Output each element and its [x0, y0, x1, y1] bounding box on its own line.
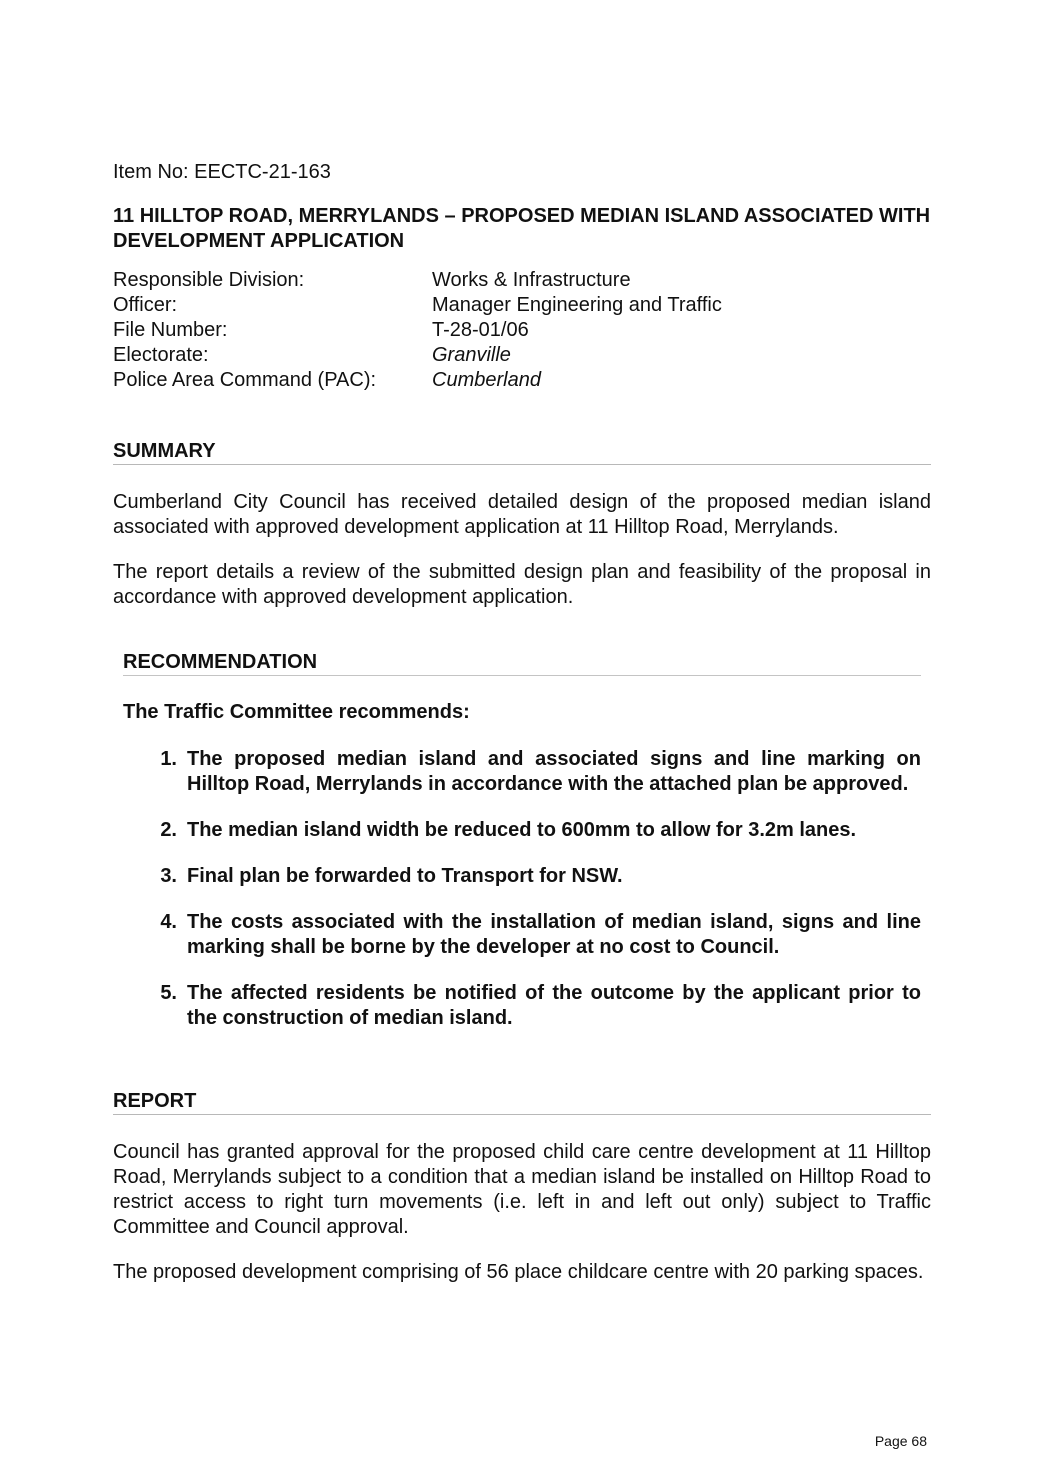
- meta-value-officer: Manager Engineering and Traffic: [432, 294, 722, 316]
- meta-value-pac: Cumberland: [432, 369, 541, 391]
- recommendation-section: [123, 650, 921, 1031]
- list-item: [123, 981, 921, 1031]
- meta-label-file-number: File Number:: [113, 319, 228, 341]
- meta-value-division: Works & Infrastructure: [432, 269, 631, 291]
- page-number: Page 68: [874, 1433, 927, 1449]
- list-item: [123, 818, 921, 843]
- list-item-number: 5.: [160, 982, 177, 1004]
- list-item-text: Final plan be forwarded to Transport for NSW.: [187, 865, 623, 887]
- meta-value-electorate: Granville: [432, 344, 511, 366]
- summary-paragraph-1: Cumberland City Council has received detailed design of the proposed median island associated with approved development application at 11 Hilltop Road, Merrylands.: [113, 491, 931, 538]
- list-item: [123, 910, 921, 960]
- list-item-text: The costs associated with the installation of median island, signs and line marking shall be borne by the developer at no cost to Council.: [187, 911, 921, 958]
- recommendation-heading: RECOMMENDATION: [123, 650, 921, 676]
- report-heading: REPORT: [113, 1089, 931, 1115]
- document-title: 11 HILLTOP ROAD, MERRYLANDS – PROPOSED MEDIAN ISLAND ASSOCIATED WITH DEVELOPMENT APPLICATION: [113, 205, 931, 252]
- meta-label-electorate: Electorate:: [113, 344, 209, 366]
- list-item-number: 1.: [160, 748, 177, 770]
- meta-value-file-number: T-28-01/06: [432, 319, 529, 341]
- summary-heading: SUMMARY: [113, 439, 931, 465]
- meta-label-officer: Officer:: [113, 294, 178, 316]
- report-paragraph-2: The proposed development comprising of 56 place childcare centre with 20 parking spaces.: [113, 1261, 924, 1283]
- meta-label-division: Responsible Division:: [113, 269, 305, 291]
- document-content: [113, 160, 931, 1285]
- report-paragraph-1: Council has granted approval for the proposed child care centre development at 11 Hilltop Road, Merrylands subject to a condition that a median island be installed on Hilltop Road to restrict access to right turn movements (i.e. left in and left out only) subject to Traffic Committee and Council approval.: [113, 1141, 931, 1238]
- list-item-text: The proposed median island and associated signs and line marking on Hilltop Road, Merrylands in accordance with the attached plan be approved.: [187, 748, 921, 795]
- summary-paragraph-2: The report details a review of the submitted design plan and feasibility of the proposal in accordance with approved development application.: [113, 561, 931, 608]
- list-item: [123, 864, 921, 889]
- item-number: Item No: EECTC-21-163: [113, 161, 331, 183]
- recommendation-list: [123, 747, 921, 1031]
- recommendation-intro: The Traffic Committee recommends:: [123, 701, 470, 723]
- metadata-table: [113, 268, 931, 393]
- list-item-text: The affected residents be notified of the outcome by the applicant prior to the construction of median island.: [187, 982, 921, 1029]
- list-item-number: 4.: [160, 911, 177, 933]
- list-item: [123, 747, 921, 797]
- list-item-text: The median island width be reduced to 600mm to allow for 3.2m lanes.: [187, 819, 857, 841]
- meta-label-pac: Police Area Command (PAC):: [113, 369, 377, 391]
- list-item-number: 2.: [160, 819, 177, 841]
- list-item-number: 3.: [160, 865, 177, 887]
